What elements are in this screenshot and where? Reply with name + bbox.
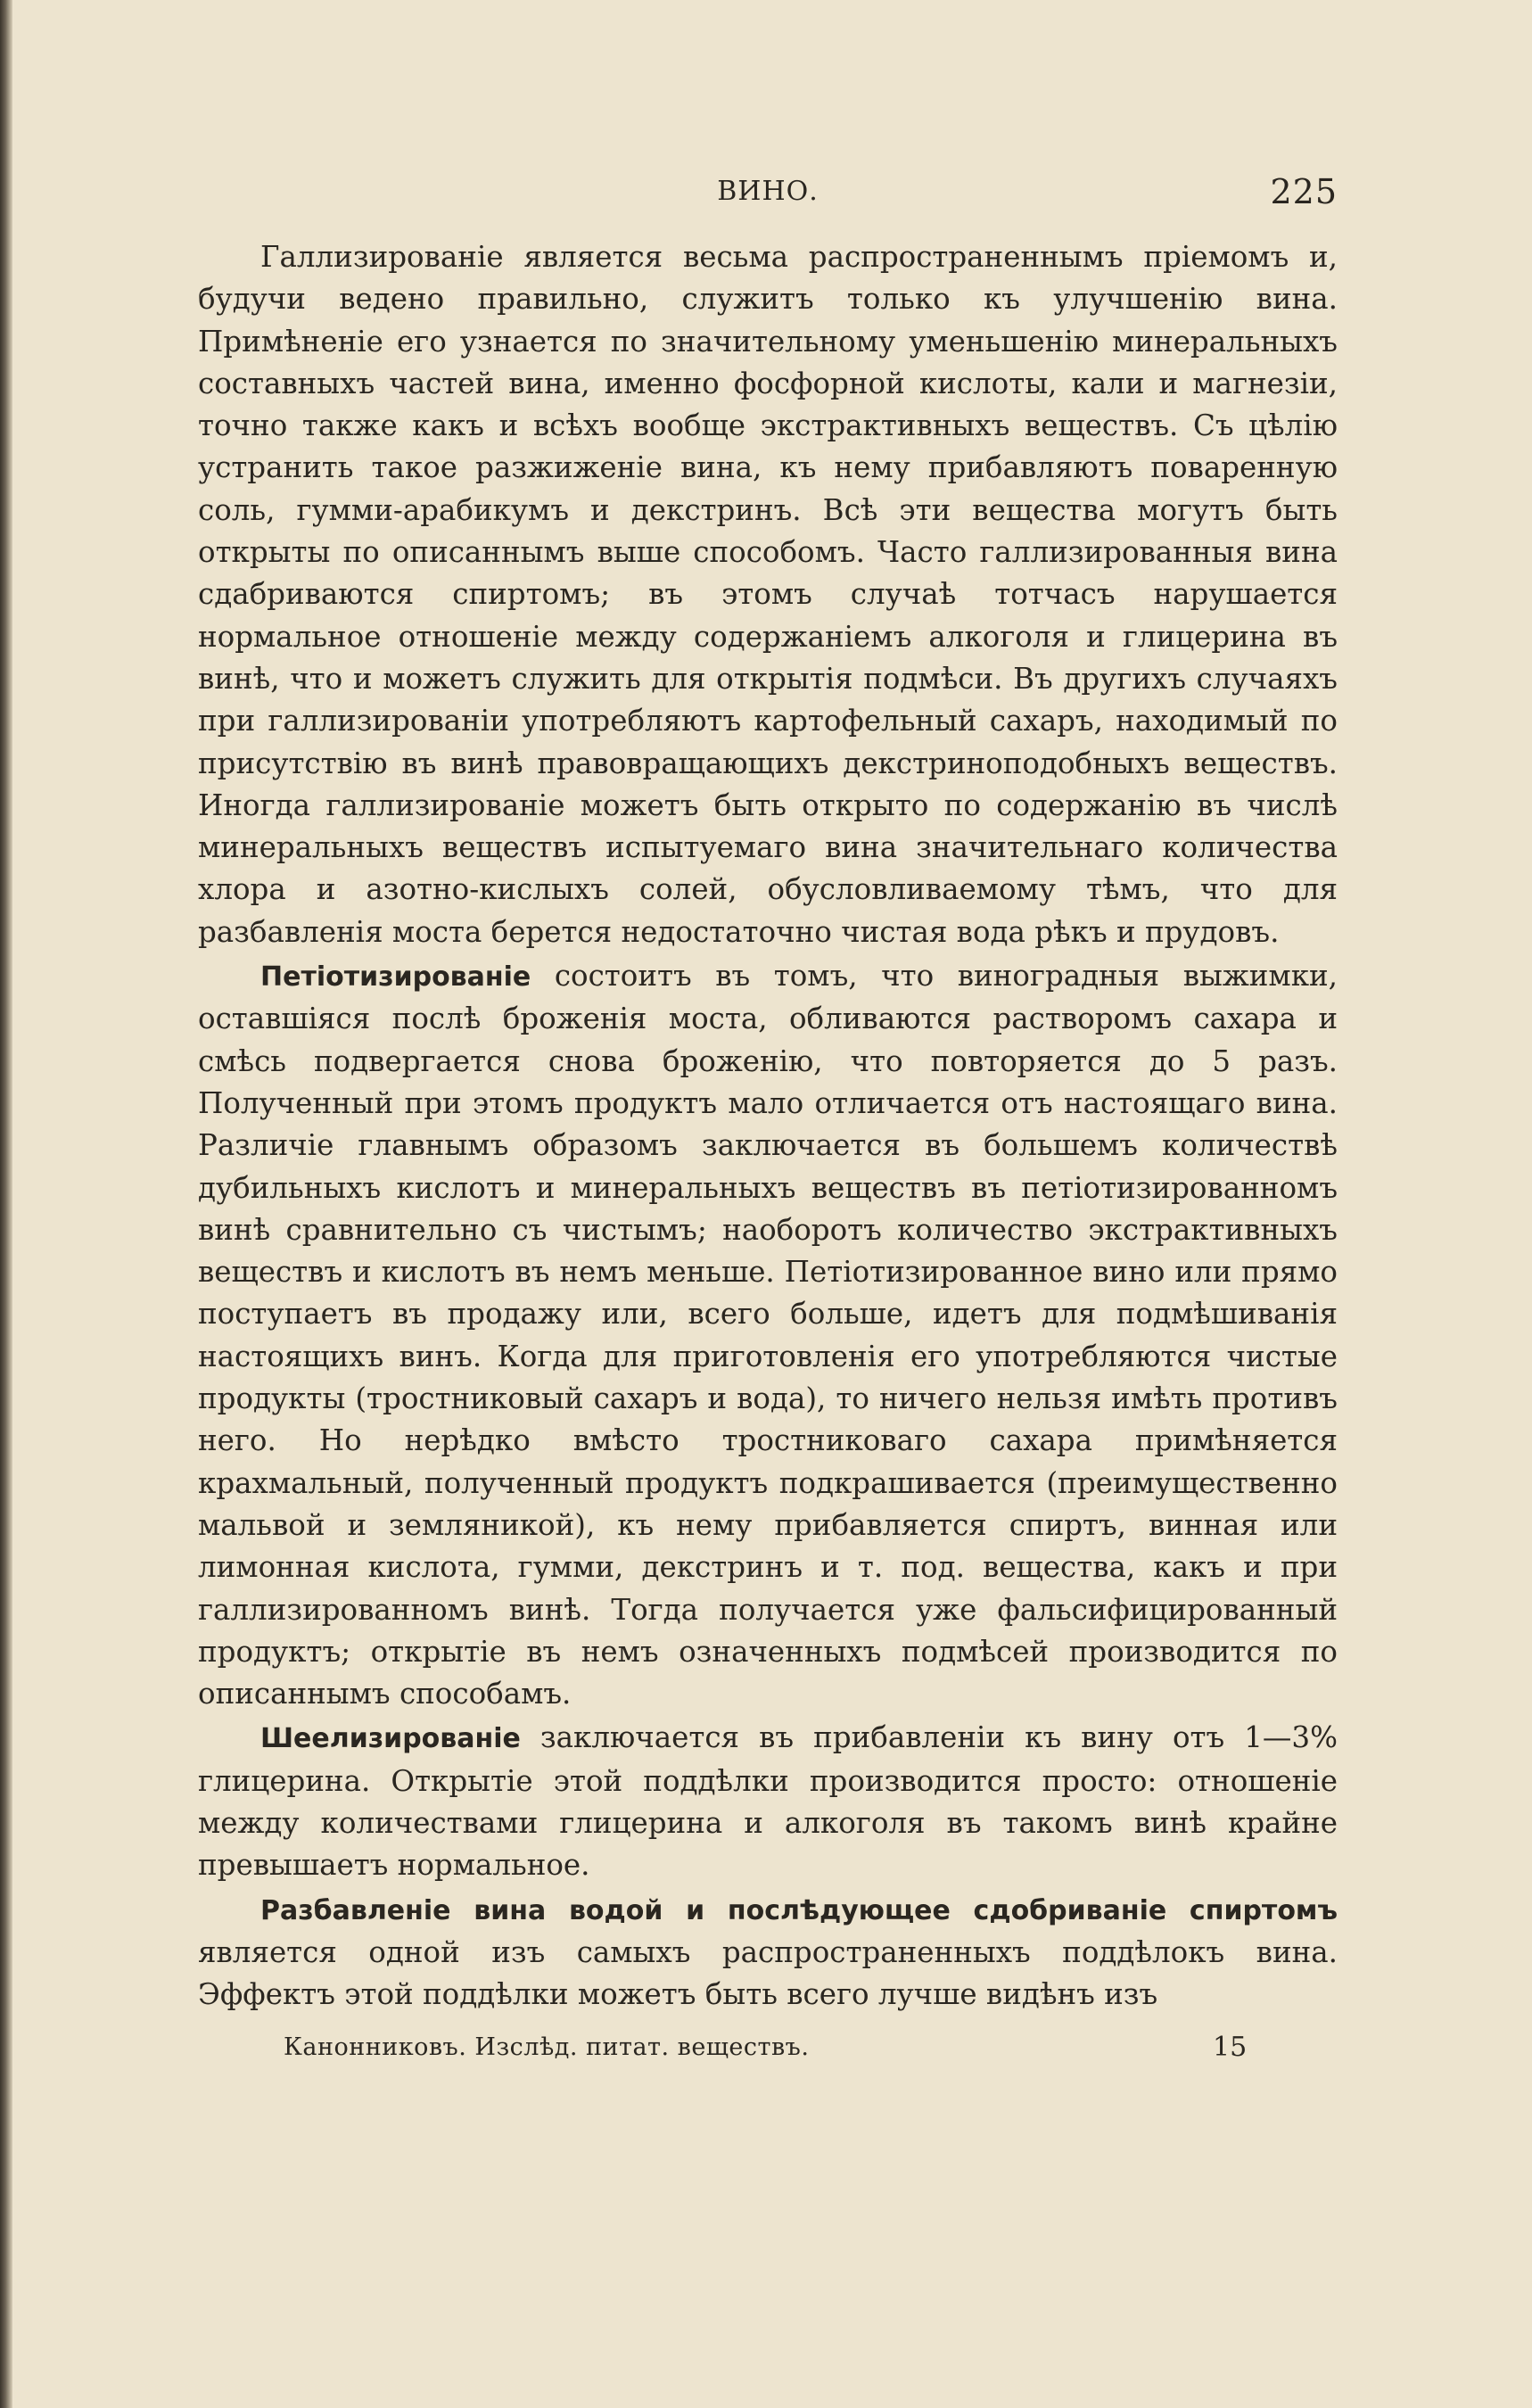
page-body [198,236,1338,2016]
paragraph-text: состоитъ въ томъ, что виноградныя выжимки, оставшіяся послѣ броженія моста, обливаются растворомъ сахара и смѣсь подвергается снова броженію, что повторяется до 5 разъ. Полученный при этомъ продуктъ мало отличается отъ настоящаго вина. Различіе главнымъ образомъ заключается въ большемъ количествѣ дубильныхъ кислотъ и минеральныхъ веществъ въ петіотизированномъ винѣ сравнительно съ чистымъ; наоборотъ количество экстрактивныхъ веществъ и кислотъ въ немъ меньше. Петіотизированное вино или прямо поступаетъ въ продажу или, всего больше, идетъ для подмѣшиванія настоящихъ винъ. Когда для приготовленія его употребляются чистые продукты (тростниковый сахаръ и вода), то ничего нельзя имѣть противъ него. Но нерѣдко вмѣсто тростниковаго сахара примѣняется крахмальный, полученный продуктъ подкрашивается (преимущественно мальвой и земляникой), къ нему прибавляется спиртъ, винная или лимонная кислота, гумми, декстринъ и т. под. вещества, какъ и при галлизированномъ винѣ. Тогда получается уже фальсифицированный продуктъ; открытіе въ немъ означенныхъ подмѣсей производится по описаннымъ способамъ. [198,959,1338,1711]
book-page [198,165,1338,2073]
paragraph-text: Галлизированіе является весьма распространеннымъ пріемомъ и, будучи ведено правильно, служитъ только къ улучшенію вина. Примѣненіе его узнается по значительному уменьшенію минеральныхъ составныхъ частей вина, именно фосфорной кислоты, кали и магнезіи, точно также какъ и всѣхъ вообще экстрактивныхъ веществъ. Съ цѣлію устранить такое разжиженіе вина, къ нему прибавляютъ поваренную соль, гумми-арабикумъ и декстринъ. Всѣ эти вещества могутъ быть открыты по описаннымъ выше способомъ. Часто галлизированныя вина сдабриваются спиртомъ; въ этомъ случаѣ тотчасъ нарушается нормальное отношеніе между содержаніемъ алкоголя и глицерина въ винѣ, что и можетъ служить для открытія подмѣси. Въ другихъ случаяхъ при галлизированіи употребляютъ картофельный сахаръ, находимый по присутствію въ винѣ правовращающихъ декстриноподобныхъ веществъ. Иногда галлизированіе можетъ быть открыто по содержанію въ числѣ минеральныхъ веществъ испытуемаго вина значительнаго количества хлора и азотно-кислыхъ солей, обусловливаемому тѣмъ, что для разбавленія моста берется недостаточно чистая вода рѣкъ и прудовъ. [198,240,1338,949]
page-header [198,165,1338,219]
page-footer [198,2028,1338,2073]
paragraph-gallization [198,236,1338,953]
footer-source: Канонниковъ. Изслѣд. питат. веществъ. [284,2033,810,2062]
paragraph-dilution [198,1889,1338,2016]
paragraph-term: Шеелизированіе [260,1723,521,1755]
paragraph-term: Разбавленіе вина водой и послѣдующее сдобриваніе спиртомъ [260,1894,1338,1926]
page-edge-shadow [0,0,12,2408]
paragraph-term: Петіотизированіе [260,961,531,994]
page-number: 225 [1270,172,1338,211]
running-title: ВИНО. [717,176,819,207]
paragraph-scheelization [198,1717,1338,1886]
signature-number: 15 [1213,2032,1248,2064]
paragraph-petiotization [198,955,1338,1715]
paragraph-text: заключается въ прибавленіи къ вину отъ 1—3% глицерина. Открытіе этой поддѣлки производится просто: отношеніе между количествами глицерина и алкоголя въ такомъ винѣ крайне превышаетъ нормальное. [198,1720,1338,1883]
paragraph-text: является одной изъ самыхъ распространенныхъ поддѣлокъ вина. Эффектъ этой поддѣлки можетъ быть всего лучше видѣнъ изъ [198,1934,1338,2012]
